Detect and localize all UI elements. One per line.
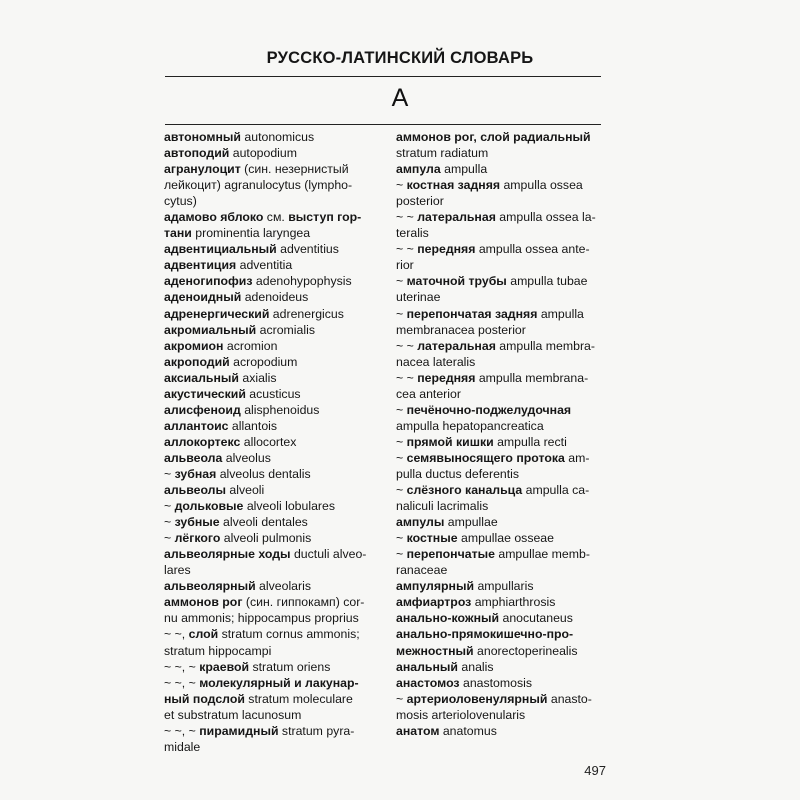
dictionary-line [396,161,610,177]
dictionary-line [164,450,386,466]
dictionary-line [396,338,610,354]
entry-text: midale [164,739,201,754]
dictionary-line [164,578,386,594]
dictionary-line [164,241,386,257]
entry-term: альвеолярные ходы [164,547,291,562]
entry-text: ~ [396,402,407,417]
entry-term: краевой [199,659,250,674]
entry-text: allocortex [240,434,297,449]
dictionary-line [164,626,386,642]
dictionary-line [396,177,610,193]
entry-text: anastomosis [459,675,533,690]
dictionary-line [396,402,610,418]
entry-text: adrenergicus [269,306,344,321]
entry-text: ~ ~, ~ [164,675,200,690]
entry-term: латеральная [417,338,496,353]
dictionary-line [164,610,386,626]
entry-text: amphiarthrosis [471,595,556,610]
entry-text: adenoideus [241,290,309,305]
entry-text: ampulla ossea ante- [475,242,590,257]
dictionary-line [164,723,386,739]
dictionary-line [164,257,386,273]
entry-term: аммонов рог, слой радиальный [396,130,591,144]
entry-text: acromialis [256,322,315,337]
entry-term: ный подслой [164,691,245,706]
dictionary-line [164,594,386,610]
entry-text: teralis [396,226,429,241]
dictionary-line [396,354,610,370]
dictionary-line [396,450,610,466]
dictionary-line [164,739,386,755]
dictionary-line [396,626,610,642]
dictionary-line [164,482,386,498]
dictionary-line [396,145,610,161]
entry-term: дольковые [174,499,244,514]
dictionary-line [164,546,386,562]
dictionary-line [164,675,386,691]
entry-term: артериоловенулярный [406,691,548,706]
dictionary-line [396,562,610,578]
entry-text: acusticus [245,386,301,401]
entry-text: alveoli lobulares [243,499,336,514]
entry-text: nacea lateralis [396,354,476,369]
right-column [396,129,610,739]
entry-term: аммонов рог [164,595,243,610]
entry-text: ampullaris [474,579,534,594]
entry-text: см. [263,210,289,225]
entry-term: алисфеноид [164,402,241,417]
entry-text: cytus) [164,194,197,209]
dictionary-line [396,257,610,273]
entry-term: передняя [417,242,476,257]
entry-text: ampullae osseae [457,531,554,546]
entry-text: pulla ductus deferentis [396,466,520,481]
entry-text: ~ [396,178,407,193]
entry-text: ~ [396,531,407,546]
entry-text: adventitia [236,258,293,273]
dictionary-line [164,145,386,161]
entry-text: ampulla ossea la- [495,210,596,225]
entry-term: автономный [164,130,241,144]
entry-text: ampullae [444,515,498,530]
entry-term: передняя [417,370,476,385]
dictionary-line [396,514,610,530]
dictionary-line [164,354,386,370]
entry-text: stratum hippocampi [164,643,272,658]
dictionary-line [396,498,610,514]
dictionary-line [164,514,386,530]
entry-term: аксиальный [164,370,239,385]
entry-term: зубные [174,515,220,530]
entry-text: ~ ~ [396,370,418,385]
entry-term: акромион [164,338,224,353]
dictionary-line [396,289,610,305]
entry-text: axialis [238,370,277,385]
entry-text: alveoli pulmonis [220,531,312,546]
entry-text: acropodium [229,354,298,369]
entry-text: anatomus [439,723,497,738]
dictionary-line [396,418,610,434]
dictionary-line [164,225,386,241]
dictionary-line [396,707,610,723]
left-column [164,129,386,755]
entry-text: ~ ~ [396,210,418,225]
entry-text: posterior [396,194,444,209]
entry-text: stratum moleculare [244,691,353,706]
entry-text: allantois [228,418,278,433]
entry-text: anocutaneus [499,611,573,626]
entry-term: акустический [164,386,246,401]
entry-term: межностный [396,643,474,658]
entry-text: ~ [396,274,407,289]
entry-term: автоподий [164,146,230,161]
entry-text: anorectoperinealis [473,643,578,658]
dictionary-line [164,643,386,659]
entry-term: альвеола [164,450,223,465]
dictionary-line [396,643,610,659]
entry-term: адамово яблоко [164,210,264,225]
dictionary-line [164,193,386,209]
entry-text: acromion [223,338,278,353]
entry-text: alveolus dentalis [216,466,311,481]
entry-term: адвентициальный [164,242,277,257]
dictionary-line [396,659,610,675]
entry-text: ampulla recti [493,434,567,449]
entry-text: stratum pyra- [278,723,355,738]
entry-text: лейкоцит) agranulocytus (lympho- [164,178,353,193]
entry-term: костные [406,531,458,546]
dictionary-line [396,691,610,707]
dictionary-line [164,273,386,289]
dictionary-line [396,370,610,386]
dictionary-line [396,530,610,546]
dictionary-line [164,402,386,418]
entry-text: mosis arteriolovenularis [396,707,526,722]
entry-text: alveoli [225,483,265,498]
entry-term: перепончатые [406,547,495,562]
entry-text: ~ [396,450,407,465]
entry-text: ampulla [537,306,584,321]
entry-text: ampulla membra- [495,338,595,353]
dictionary-line [396,129,610,145]
dictionary-line [164,289,386,305]
entry-term: анастомоз [396,675,460,690]
entry-term: агранулоцит [164,162,241,177]
dictionary-line [164,498,386,514]
entry-text: am- [564,450,590,465]
dictionary-line [164,322,386,338]
entry-term: пирамидный [199,723,279,738]
entry-text: ~ [164,515,175,530]
entry-text: alisphenoidus [240,402,320,417]
entry-term: тани [164,226,192,241]
entry-term: молекулярный и лакунар- [199,675,359,690]
entry-term: адренергический [164,306,270,321]
entry-term: аденогипофиз [164,274,253,289]
entry-text: ampulla ca- [522,483,590,498]
entry-term: анальный [396,659,458,674]
dictionary-line [164,161,386,177]
entry-term: слёзного канальца [406,483,523,498]
entry-term: ампулы [396,515,445,530]
dictionary-line [396,578,610,594]
entry-text: ~ ~ [396,242,418,257]
entry-text: membranacea posterior [396,322,526,337]
entry-text: rior [396,258,414,273]
entry-text: alveolaris [255,579,312,594]
entry-text: alveoli dentales [219,515,308,530]
entry-text: (син. гиппокамп) cor- [242,595,365,610]
dictionary-line [396,209,610,225]
bottom-rule [165,124,601,125]
entry-text: ~ [396,547,407,562]
entry-text: ~ ~, ~ [164,659,200,674]
entry-term: зубная [174,466,217,481]
dictionary-line [164,306,386,322]
entry-term: аллантоис [164,418,229,433]
entry-text: ampulla ossea [500,178,583,193]
entry-text: uterinae [396,290,441,305]
entry-text: naliculi lacrimalis [396,499,489,514]
entry-term: акромиальный [164,322,257,337]
entry-term: аллокортекс [164,434,241,449]
entry-term: слой [188,627,219,642]
entry-text: adventitius [276,242,339,257]
entry-text: ampulla membrana- [475,370,589,385]
entry-term: аденоидный [164,290,242,305]
entry-term: латеральная [417,210,496,225]
entry-text: autopodium [229,146,297,161]
dictionary-line [396,193,610,209]
entry-text: stratum cornus ammonis; [218,627,360,642]
dictionary-line [396,594,610,610]
entry-term: ампулярный [396,579,475,594]
entry-text: lares [164,563,191,578]
entry-text: ~ [164,466,175,481]
dictionary-line [164,338,386,354]
entry-text: stratum oriens [249,659,331,674]
section-letter: А [391,84,409,112]
entry-term: анатом [396,723,440,738]
entry-term: маточной трубы [406,274,507,289]
entry-term: выступ гор- [288,210,362,225]
page-number: 497 [584,763,606,778]
dictionary-line [164,177,386,193]
dictionary-line [164,434,386,450]
entry-text: ~ ~, [164,627,189,642]
entry-text: ~ [396,483,407,498]
dictionary-line [164,691,386,707]
entry-text: et substratum lacunosum [164,707,302,722]
entry-text: ranaceae [396,563,448,578]
entry-term: перепончатая задняя [406,306,538,321]
entry-term: адвентиция [164,258,237,273]
entry-term: альвеолярный [164,579,256,594]
entry-text: ~ ~ [396,338,418,353]
top-rule [165,76,601,77]
page-title: РУССКО-ЛАТИНСКИЙ СЛОВАРЬ [266,49,534,67]
dictionary-line [164,530,386,546]
entry-term: ампула [396,162,441,177]
entry-text: ampulla tubae [506,274,588,289]
dictionary-line [396,546,610,562]
dictionary-line [164,209,386,225]
dictionary-line [396,322,610,338]
entry-text: ~ [396,434,407,449]
entry-term: прямой кишки [406,434,494,449]
dictionary-line [164,386,386,402]
dictionary-line [164,129,386,145]
entry-text: ductuli alveo- [290,547,367,562]
entry-term: лёгкого [174,531,221,546]
entry-text: ~ [396,306,407,321]
dictionary-line [396,610,610,626]
dictionary-line [396,386,610,402]
entry-text: ~ [164,499,175,514]
entry-term: семявыносящего протока [406,450,565,465]
entry-text: ampullae memb- [494,547,590,562]
dictionary-line [396,482,610,498]
dictionary-line [396,675,610,691]
entry-text: alveolus [222,450,271,465]
dictionary-line [164,659,386,675]
entry-text: (син. незернистый [240,162,349,177]
entry-term: анально-прямокишечно-про- [396,627,574,642]
entry-term: амфиартроз [396,595,472,610]
entry-term: анально-кожный [396,611,500,626]
entry-text: ~ [396,691,407,706]
entry-text: nu ammonis; hippocampus proprius [164,611,359,626]
entry-text: ~ [164,531,175,546]
dictionary-line [396,225,610,241]
dictionary-line [396,241,610,257]
dictionary-line [396,434,610,450]
dictionary-line [164,370,386,386]
dictionary-line [164,562,386,578]
dictionary-line [396,306,610,322]
entry-term: акроподий [164,354,230,369]
dictionary-line [396,273,610,289]
entry-text: ~ ~, ~ [164,723,200,738]
entry-text: adenohypophysis [252,274,352,289]
entry-text: stratum radiatum [396,146,489,161]
entry-text: cea anterior [396,386,461,401]
dictionary-line [396,466,610,482]
dictionary-line [164,466,386,482]
entry-term: костная задняя [406,178,501,193]
entry-text: anasto- [547,691,592,706]
dictionary-line [396,723,610,739]
entry-text: ampulla hepatopancreatica [396,418,544,433]
entry-term: печёночно-поджелудочная [406,402,572,417]
dictionary-line [164,707,386,723]
entry-text: ampulla [440,162,488,177]
entry-text: prominentia laryngea [191,226,311,241]
dictionary-line [164,418,386,434]
entry-text: autonomicus [240,130,315,144]
entry-term: альвеолы [164,483,226,498]
entry-text: analis [457,659,494,674]
